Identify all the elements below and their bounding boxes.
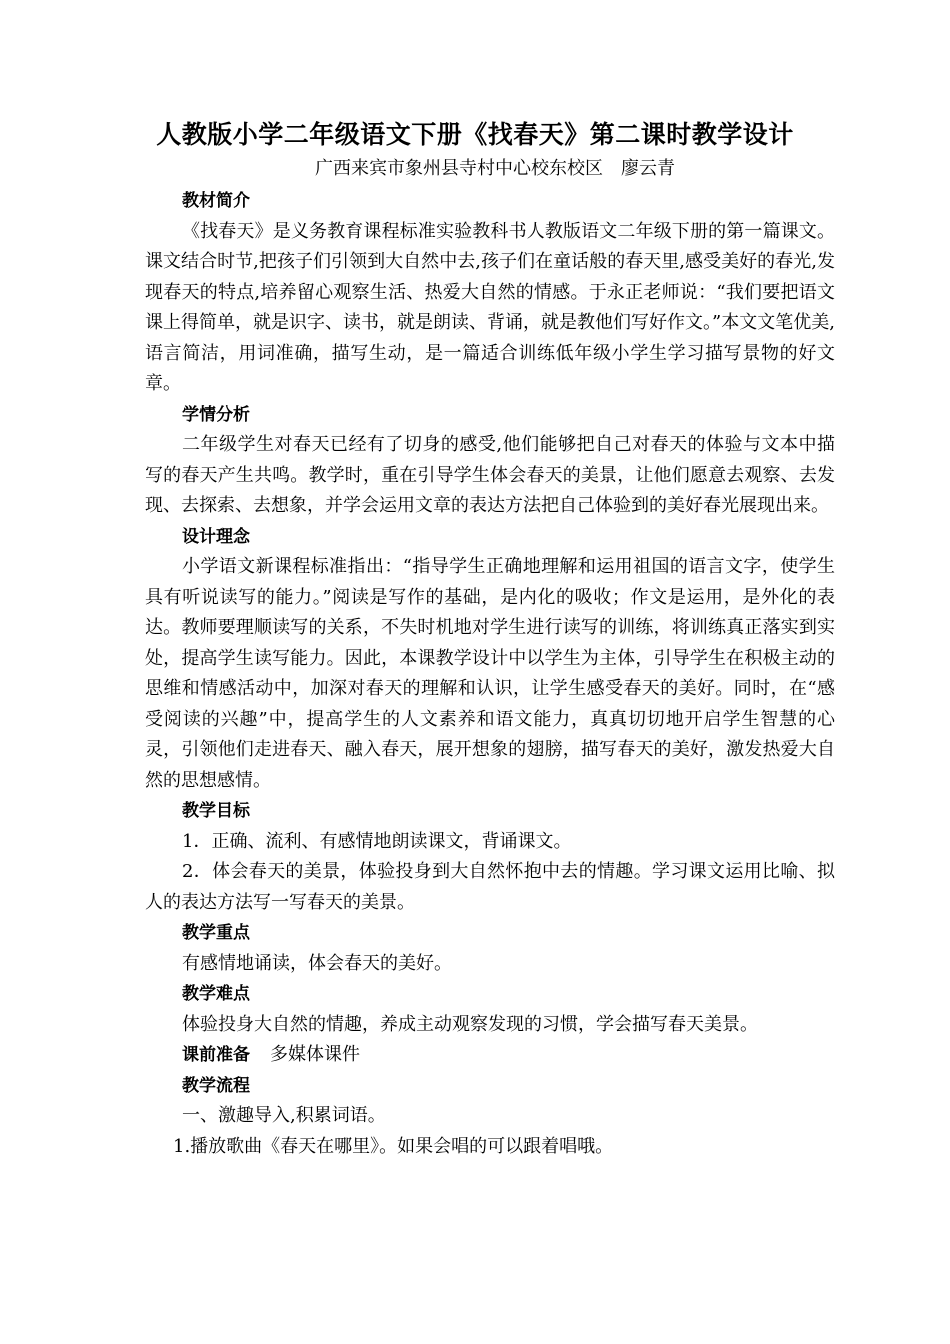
process-step-1-1: 1.播放歌曲《春天在哪里》。如果会唱的可以跟着唱哦。 (173, 1135, 614, 1157)
author-line (0, 156, 950, 182)
section-heading-concept: 设计理念 (182, 526, 250, 547)
section-heading-goals: 教学目标 (182, 801, 250, 821)
section-body-textbook: 《找春天》是义务教育课程标准实验教科书人教版语文二年级下册的第一篇课文。课文结合时节,把孩子们引领到大自然中去,孩子们在童话般的春天里,感受美好的春光,发现春天的特点,培养留心观察生活、热爱大自然的情感。于永正老师说：“我们要把语文课上得简单，就是识字、读书，就是朗读、背诵，就是教他们写好作文。”本文文笔优美,语言简洁，用词准确，描写生动，是一篇适合训练低年级小学生学习描写景物的好文章。 (145, 220, 835, 394)
document-title: 人教版小学二年级语文下册《找春天》第二课时教学设计 (156, 120, 794, 149)
section-heading-students: 学情分析 (182, 404, 250, 425)
section-body-students: 二年级学生对春天已经有了切身的感受,他们能够把自己对春天的体验与文本中描写的春天产生共鸣。教学时，重在引导学生体会春天的美景，让他们愿意去观察、去发现、去探索、去想象，并学会运用文章的表达方法把自己体验到的美好春光展现出来。 (145, 434, 835, 516)
author-school: 广西来宾市象州县寺村中心校东校区 (315, 158, 603, 179)
goal-item-2: 2．体会春天的美景，体验投身到大自然怀抱中去的情趣。学习课文运用比喻、拟人的表达方法写一写春天的美景。 (145, 861, 835, 913)
goal-item-1: 1．正确、流利、有感情地朗读课文，背诵课文。 (182, 830, 572, 852)
preparation-line (145, 1040, 835, 1071)
author-name: 廖云青 (621, 158, 675, 179)
section-body-preparation: 多媒体课件 (270, 1044, 360, 1065)
section-heading-process: 教学流程 (182, 1075, 250, 1096)
section-body-concept: 小学语文新课程标准指出：“指导学生正确地理解和运用祖国的语言文字，使学生具有听说读写的能力。”阅读是写作的基础，是内化的吸收；作文是运用，是外化的表达。教师要理顺读写的关系，不失时机地对学生进行读写的训练，将训练真正落实到实处，提高学生读写能力。因此，本课教学设计中以学生为主体，引导学生在积极主动的思维和情感活动中，加深对春天的理解和认识，让学生感受春天的美好。同时，在“感受阅读的兴趣”中，提高学生的人文素养和语文能力，真真切切地开启学生智慧的心灵，引领他们走进春天、融入春天，展开想象的翅膀，描写春天的美好，激发热爱大自然的思想感情。 (145, 556, 835, 791)
section-heading-keypoints: 教学重点 (182, 923, 250, 943)
section-heading-textbook: 教材简介 (182, 191, 250, 211)
process-step-1: 一、激趣导入,积累词语。 (182, 1105, 386, 1126)
section-heading-preparation: 课前准备 (182, 1045, 250, 1065)
section-heading-difficulties: 教学难点 (182, 984, 250, 1004)
section-body-keypoints: 有感情地诵读，体会春天的美好。 (182, 952, 452, 974)
document-body (145, 186, 835, 1162)
section-body-difficulties: 体验投身大自然的情趣，养成主动观察发现的习惯，学会描写春天美景。 (182, 1013, 758, 1035)
